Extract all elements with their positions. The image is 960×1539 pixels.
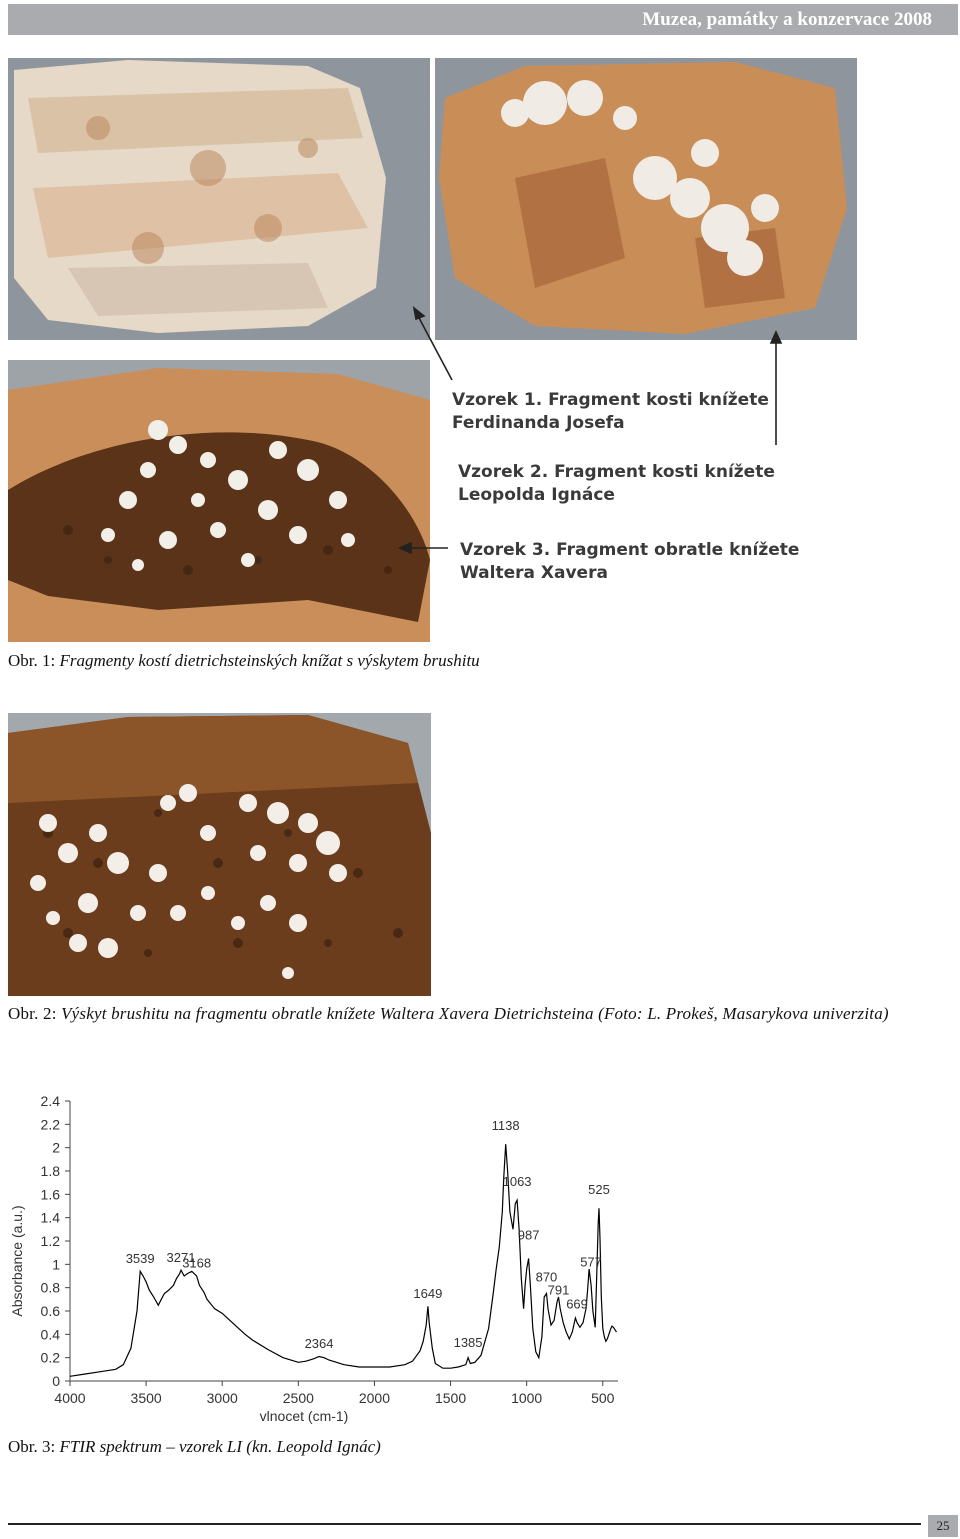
y-tick-label: 1: [52, 1256, 60, 1273]
x-tick-label: 3000: [206, 1390, 238, 1406]
peak-label: 577: [580, 1254, 602, 1270]
annotation-line: Leopolda Ignáce: [458, 485, 615, 505]
annotation-line: Waltera Xavera: [460, 563, 608, 583]
y-tick-label: 0: [52, 1373, 60, 1389]
x-tick-label: 1500: [434, 1390, 467, 1406]
caption-prefix: Obr. 2:: [8, 1004, 62, 1023]
peak-label: 669: [566, 1296, 588, 1312]
caption-prefix: Obr. 3:: [8, 1437, 60, 1456]
y-tick-label: 0.4: [40, 1326, 60, 1343]
peak-label: 1063: [502, 1174, 532, 1189]
x-tick-label: 3500: [130, 1390, 162, 1406]
journal-title: Muzea, památky a konzervace 2008: [642, 8, 932, 30]
x-tick-label: 2500: [282, 1390, 314, 1406]
x-tick-label: 1000: [511, 1390, 543, 1406]
peak-label: 791: [547, 1282, 570, 1298]
caption-text: Fragmenty kostí dietrichsteinských knížat s výskytem brushitu: [59, 651, 480, 670]
page-number: 25: [928, 1515, 958, 1537]
figure-1-caption: [8, 649, 480, 672]
annotation-line: Vzorek 1. Fragment kosti knížete: [452, 390, 769, 410]
y-tick-label: 2.2: [40, 1116, 60, 1133]
annotation-sample-2: [458, 461, 775, 507]
x-tick-label: 4000: [54, 1390, 86, 1406]
caption-prefix: Obr. 1:: [8, 651, 60, 670]
figure-2-caption: [8, 1002, 956, 1025]
peak-label: 3271: [166, 1249, 196, 1265]
x-tick-label: 500: [591, 1390, 615, 1406]
peak-label: 1138: [491, 1118, 520, 1133]
annotation-line: Vzorek 3. Fragment obratle knížete: [460, 540, 800, 560]
y-tick-label: 1.8: [40, 1163, 60, 1179]
figure-3-caption: [8, 1435, 381, 1458]
annotation-line: Vzorek 2. Fragment kosti knížete: [458, 462, 775, 482]
photo-vertebra-closeup: [8, 713, 431, 996]
arrow-sample-1: [418, 316, 452, 380]
annotation-line: Ferdinanda Josefa: [452, 413, 625, 433]
peak-label: 1385: [453, 1335, 483, 1350]
peak-label: 2364: [304, 1336, 334, 1352]
peak-label: 3539: [125, 1251, 155, 1266]
caption-text: Výskyt brushitu na fragmentu obratle knížete Waltera Xavera Dietrichsteina (Foto: L. Prokeš, Masarykova univerzita): [61, 1004, 889, 1023]
y-tick-label: 1.4: [40, 1209, 60, 1226]
y-tick-label: 1.6: [40, 1186, 60, 1203]
footer-rule: [8, 1523, 921, 1525]
x-axis-label: vlnocet (cm-1): [259, 1408, 349, 1424]
y-tick-label: 0.8: [40, 1279, 60, 1296]
y-tick-label: 0.6: [40, 1303, 60, 1319]
annotation-sample-3: [460, 539, 799, 585]
ftir-spectrum-chart: [8, 1085, 633, 1435]
peak-label: 870: [535, 1269, 558, 1285]
x-tick-label: 2000: [358, 1390, 391, 1406]
peak-label: 987: [517, 1227, 540, 1243]
y-axis-label: Absorbance (a.u.): [9, 1205, 25, 1317]
y-tick-label: 2.4: [40, 1093, 60, 1109]
peak-label: 1649: [413, 1286, 443, 1301]
annotation-sample-1: [452, 389, 769, 435]
y-tick-label: 1.2: [40, 1233, 60, 1249]
peak-label: 3168: [182, 1255, 212, 1271]
y-tick-label: 2: [52, 1139, 60, 1156]
caption-text: FTIR spektrum – vzorek LI (kn. Leopold Ignác): [59, 1437, 381, 1456]
peak-label: 525: [588, 1182, 610, 1198]
y-tick-label: 0.2: [40, 1349, 60, 1366]
